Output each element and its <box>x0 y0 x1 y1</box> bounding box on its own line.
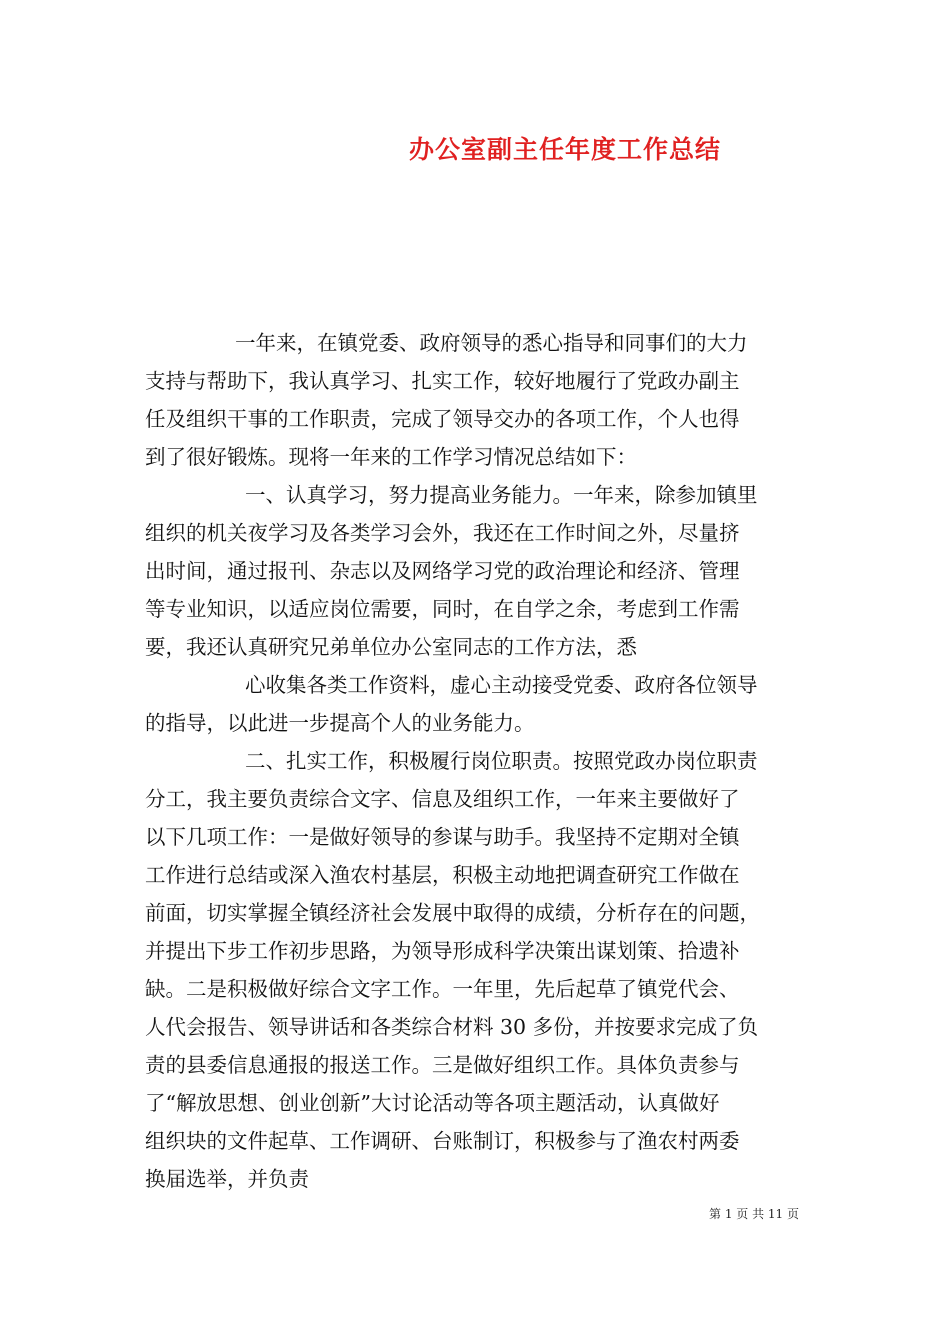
body-line: 的指导，以此进一步提高个人的业务能力。 <box>145 711 535 735</box>
body-line: 一年来，在镇党委、政府领导的悉心指导和同事们的大力 <box>235 331 748 355</box>
body-line: 工作进行总结或深入渔农村基层，积极主动地把调查研究工作做在 <box>145 863 740 887</box>
body-line: 并提出下步工作初步思路，为领导形成科学决策出谋划策、拾遗补 <box>145 939 740 963</box>
body-line: 责的县委信息通报的报送工作。三是做好组织工作。具体负责参与 <box>145 1053 740 1077</box>
body-line: 心收集各类工作资料，虚心主动接受党委、政府各位领导 <box>245 673 758 697</box>
document-title: 办公室副主任年度工作总结 <box>408 135 721 164</box>
body-line: 以下几项工作：一是做好领导的参谋与助手。我坚持不定期对全镇 <box>145 825 740 849</box>
body-line: 支持与帮助下，我认真学习、扎实工作，较好地履行了党政办副主 <box>145 369 740 393</box>
body-line: 一、认真学习，努力提高业务能力。一年来，除参加镇里 <box>245 483 758 507</box>
body-line: 组织的机关夜学习及各类学习会外，我还在工作时间之外，尽量挤 <box>145 521 740 545</box>
body-line: 出时间，通过报刊、杂志以及网络学习党的政治理论和经济、管理 <box>145 559 740 583</box>
body-line: 缺。二是积极做好综合文字工作。一年里，先后起草了镇党代会、 <box>145 977 740 1001</box>
body-line: 了“解放思想、创业创新”大讨论活动等各项主题活动，认真做好 <box>145 1091 720 1115</box>
body-line: 换届选举，并负责 <box>145 1167 309 1191</box>
body-line: 分工，我主要负责综合文字、信息及组织工作，一年来主要做好了 <box>145 787 740 811</box>
page-number-footer: 第 1 页 共 11 页 <box>709 1207 799 1221</box>
body-line: 人代会报告、领导讲话和各类综合材料 30 多份，并按要求完成了负 <box>145 1015 759 1039</box>
body-line: 二、扎实工作，积极履行岗位职责。按照党政办岗位职责 <box>245 749 758 773</box>
body-line: 到了很好锻炼。现将一年来的工作学习情况总结如下： <box>145 445 637 469</box>
body-line: 等专业知识，以适应岗位需要，同时，在自学之余，考虑到工作需 <box>145 597 740 621</box>
body-line: 要，我还认真研究兄弟单位办公室同志的工作方法，悉 <box>145 635 637 659</box>
body-line: 前面，切实掌握全镇经济社会发展中取得的成绩，分析存在的问题， <box>145 901 760 925</box>
body-line: 组织块的文件起草、工作调研、台账制订，积极参与了渔农村两委 <box>145 1129 740 1153</box>
body-line: 任及组织干事的工作职责，完成了领导交办的各项工作，个人也得 <box>145 407 740 431</box>
